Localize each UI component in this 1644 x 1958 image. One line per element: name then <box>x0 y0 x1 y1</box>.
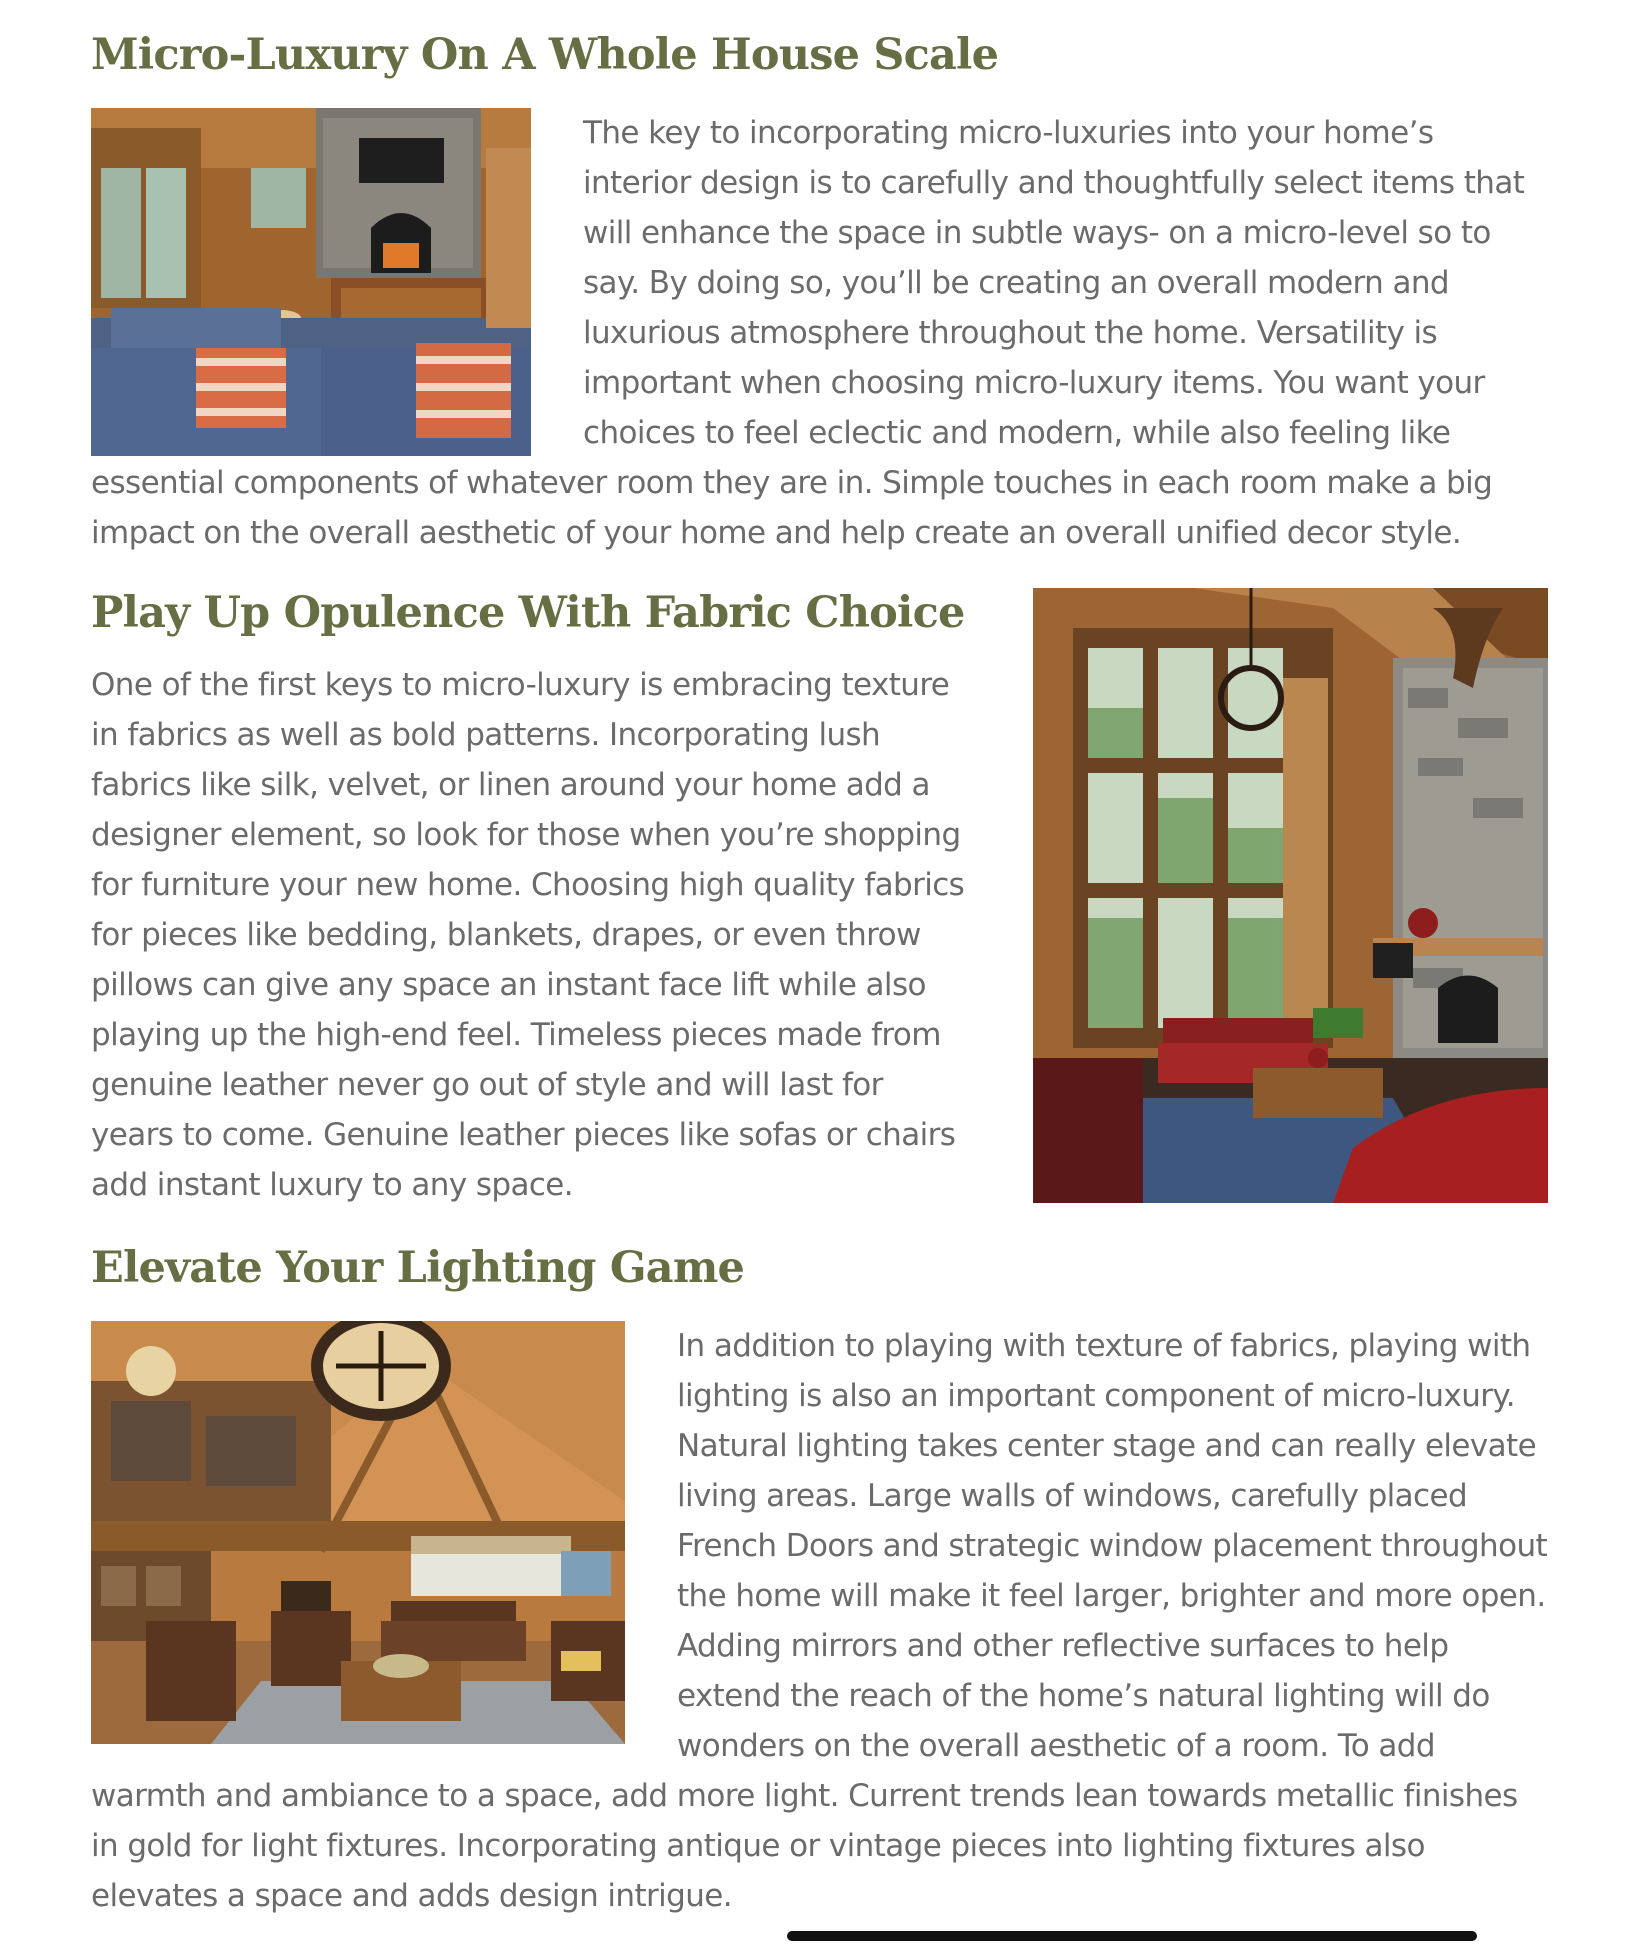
living-room-stone-fireplace-photo <box>91 108 531 456</box>
vaulted-living-room-leather-sofas-photo <box>91 1321 625 1744</box>
section-body-lighting: In addition to playing with texture of fabrics, playing with lighting is also an important component of micro-luxury. Natural lighting takes center stage and can really elevate living areas. Large walls of windows, carefully placed French Doors and strategic window placement throughout the home will make it feel larger, brighter and more open. Adding mirrors and other reflective surfaces to help extend the reach of the home’s natural lighting will do wonders on the overall aesthetic of a room. To add warmth and ambiance to a space, add more light. Current trends lean towards metallic finishes in gold for light fixtures. Incorporating antique or vintage pieces into lighting fixtures also elevates a space and adds design intrigue. <box>91 1328 1548 1914</box>
section-heading-lighting: Elevate Your Lighting Game <box>91 1243 745 1293</box>
home-indicator[interactable] <box>787 1931 1477 1941</box>
section-micro-luxury <box>91 108 1548 558</box>
section-body-micro-luxury: The key to incorporating micro-luxuries into your home’s interior design is to carefully and thoughtfully select items that will enhance the space in subtle ways- on a micro-level so to say. By doing so, you’ll be creating an overall modern and luxurious atmosphere throughout the home. Versatility is important when choosing micro-luxury items. You want your choices to feel eclectic and modern, while also feeling like essential components of whatever room they are in. Simple touches in each room make a big impact on the overall aesthetic of your home and help create an overall unified decor style. <box>91 115 1525 551</box>
section-fabric-choice <box>91 588 1548 1210</box>
section-body-fabric-choice: One of the first keys to micro-luxury is embracing texture in fabrics as well as bold patterns. Incorporating lush fabrics like silk, velvet, or linen around your home add a designer element, so look for those when you’re shopping for furniture your new home. Choosing high quality fabrics for pieces like bedding, blankets, drapes, or even throw pillows can give any space an instant face lift while also playing up the high-end feel. Timeless pieces made from genuine leather never go out of style and will last for years to come. Genuine leather pieces like sofas or chairs add instant luxury to any space. <box>91 666 965 1203</box>
section-heading-fabric-choice: Play Up Opulence With Fabric Choice <box>91 588 965 638</box>
section-lighting <box>91 1321 1548 1921</box>
great-room-window-wall-photo <box>1033 588 1548 1203</box>
section-heading-micro-luxury: Micro-Luxury On A Whole House Scale <box>91 30 999 80</box>
